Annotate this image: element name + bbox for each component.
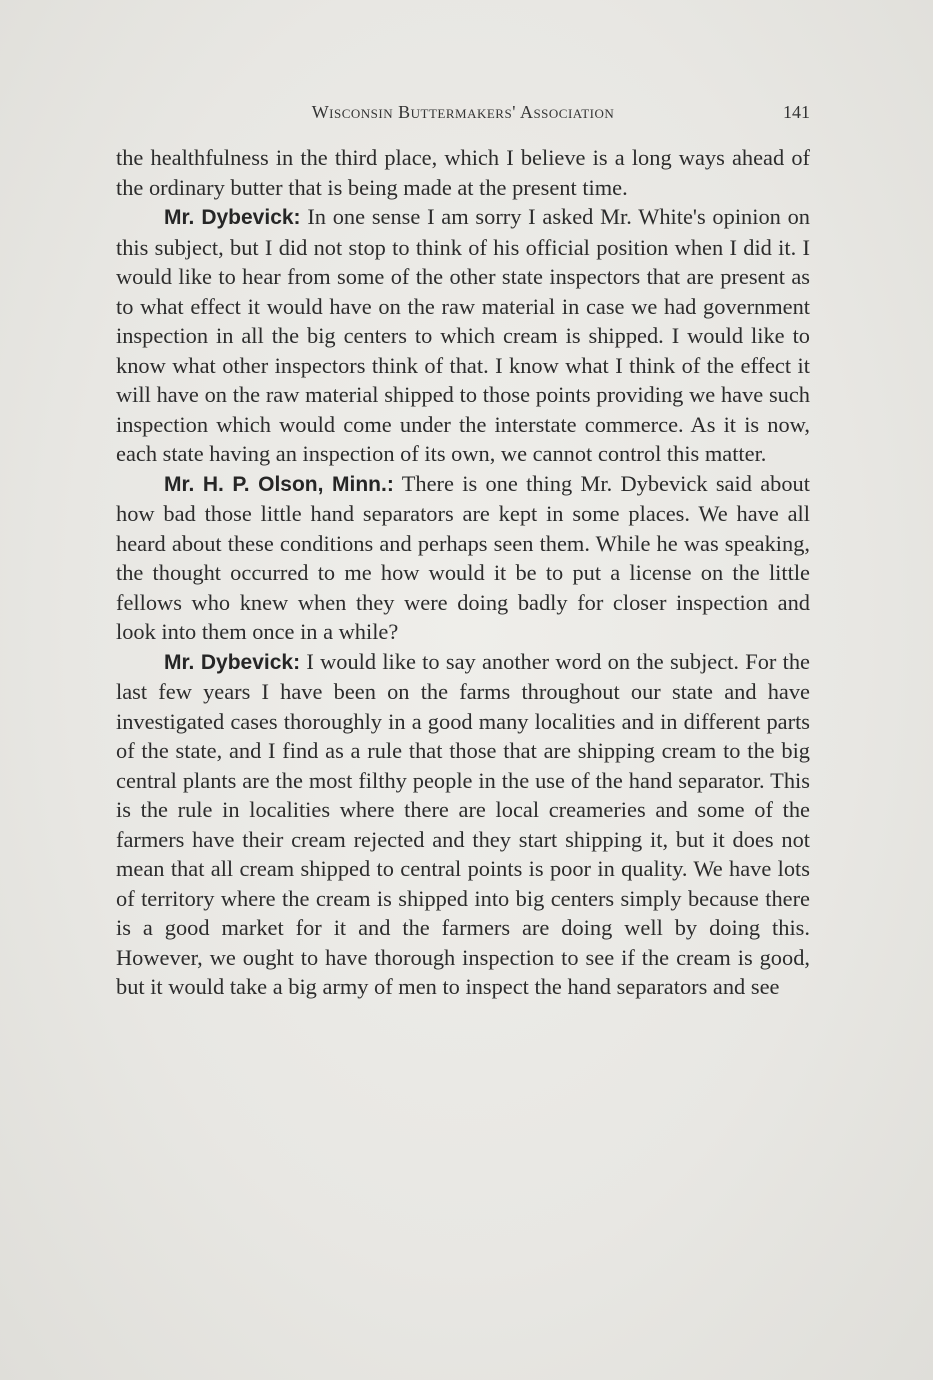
speaker-name: Mr. H. P. Olson, Minn.: <box>164 472 394 496</box>
body-text <box>116 143 810 1002</box>
running-head <box>116 98 810 128</box>
page-number: 141 <box>783 102 810 122</box>
paragraph-text: the healthfulness in the third place, which I believe is a long ways ahead of the ordinary butter that is being made at the present time. <box>116 145 810 200</box>
paragraph-olson <box>116 469 810 647</box>
paragraph-text: I would like to say another word on the subject. For the last few years I have been on the farms throughout our state and have investigated cases thoroughly in a good many localities and in different parts of the state, and I find as a rule that those that are shipping cream to the big central plants are the most filthy people in the use of the hand separator. This is the rule in localities where there are local creameries and some of the farmers have their cream rejected and they start shipping it, but it does not mean that all cream shipped to central points is poor in quality. We have lots of territory where the cream is shipped into big centers simply because there is a good market for it and the farmers are doing well by doing this. However, we ought to have thorough inspection to see if the cream is good, but it would take a big army of men to inspect the hand separators and see <box>116 648 810 999</box>
running-title: Wisconsin Buttermakers' Association <box>311 102 615 122</box>
speaker-name: Mr. Dybevick: <box>164 650 301 674</box>
paragraph-text: There is one thing Mr. Dybevick said about how bad those little hand separators are kept in some places. We have all heard about these conditions and perhaps seen them. While he was speaking, the thought occurred to me how would it be to put a license on the little fellows who knew when they were doing badly for closer inspection and look into them once in a while? <box>116 470 810 644</box>
paragraph-dybevick-1 <box>116 202 810 469</box>
paragraph-continuation <box>116 143 810 202</box>
paragraph-dybevick-2 <box>116 647 810 1002</box>
paragraph-text: In one sense I am sorry I asked Mr. White's opinion on this subject, but I did not stop to think of his official position when I did it. I would like to hear from some of the other state inspectors that are present as to what effect it would have on the raw material in case we had government inspection in all the big centers to which cream is shipped. I would like to know what other inspectors think of that. I know what I think of the effect it will have on the raw material shipped to those points providing we have such inspection which would come under the interstate commerce. As it is now, each state having an inspection of its own, we cannot control this matter. <box>116 204 810 466</box>
speaker-name: Mr. Dybevick: <box>164 206 301 229</box>
